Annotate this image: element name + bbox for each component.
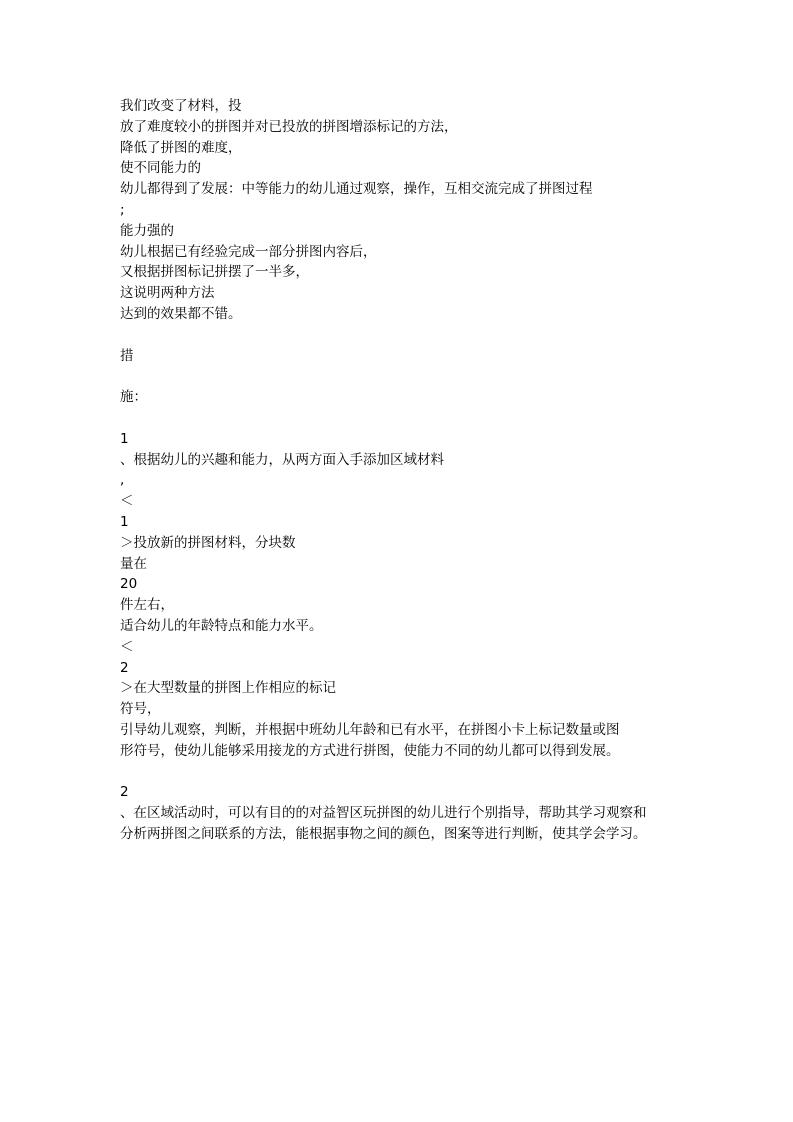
text-line: ＞投放新的拼图材料，分块数 — [120, 534, 296, 551]
document-body — [120, 96, 740, 845]
text-line: 、根据幼儿的兴趣和能力，从两方面入手添加区域材料 — [120, 451, 444, 468]
blank-line — [120, 366, 740, 387]
text-line: 达到的效果都不错。 — [120, 305, 242, 322]
section-heading-part: 施： — [120, 389, 147, 406]
text-line: 形符号，使幼儿能够采用接龙的方式进行拼图，使能力不同的幼儿都可以得到发展。 — [120, 742, 620, 759]
text-line: 放了难度较小的拼图并对已投放的拼图增添标记的方法， — [120, 118, 458, 135]
text-line: 引导幼儿观察，判断，并根据中班幼儿年龄和已有水平，在拼图小卡上标记数量或图 — [120, 721, 620, 738]
section-heading-part: 措 — [120, 347, 134, 364]
list-number: 2 — [120, 659, 129, 676]
text-line: ＜ — [120, 638, 134, 655]
text-line: 又根据拼图标记拼摆了一半多， — [120, 264, 309, 281]
text-line: 分析两拼图之间联系的方法，能根据事物之间的颜色，图案等进行判断，使其学会学习。 — [120, 825, 647, 842]
list-number: 1 — [120, 513, 129, 530]
text-line: ＜ — [120, 493, 134, 510]
text-line: 量在 — [120, 555, 147, 572]
text-line: 、在区域活动时，可以有目的的对益智区玩拼图的幼儿进行个别指导，帮助其学习观察和 — [120, 805, 647, 822]
blank-line — [120, 325, 740, 346]
text-line: 符号， — [120, 701, 161, 718]
text-line: 能力强的 — [120, 222, 174, 239]
text-line: 幼儿根据已有经验完成一部分拼图内容后， — [120, 243, 377, 260]
text-line: 幼儿都得到了发展：中等能力的幼儿通过观察，操作，互相交流完成了拼图过程 — [120, 181, 593, 198]
list-number: 1 — [120, 430, 129, 447]
text-line: 20 — [120, 576, 138, 593]
text-line: 使不同能力的 — [120, 160, 201, 177]
text-line: 降低了拼图的难度， — [120, 139, 242, 156]
blank-line — [120, 408, 740, 429]
blank-line — [120, 762, 740, 783]
list-number: 2 — [120, 784, 129, 801]
text-line: 件左右， — [120, 597, 174, 614]
text-line: 适合幼儿的年龄特点和能力水平。 — [120, 617, 323, 634]
text-line: 我们改变了材料，投 — [120, 98, 242, 114]
text-line: , — [120, 472, 125, 489]
text-line: ＞在大型数量的拼图上作相应的标记 — [120, 680, 336, 697]
text-line: ; — [120, 201, 125, 218]
text-line: 这说明两种方法 — [120, 285, 215, 302]
